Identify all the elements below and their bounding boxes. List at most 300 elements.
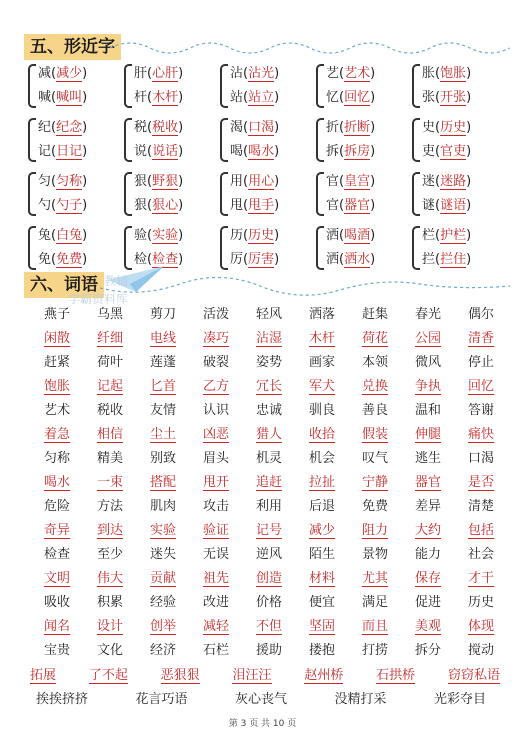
similar-chars-row xyxy=(28,168,508,220)
brace-mark xyxy=(316,172,324,216)
vocabulary-word: 泪汪汪 xyxy=(232,664,271,684)
char: 免 xyxy=(38,252,52,267)
vocabulary-word-text: 验证 xyxy=(202,522,229,538)
char: 站 xyxy=(230,90,244,105)
similar-chars-group xyxy=(220,60,316,112)
vocabulary-word xyxy=(246,615,292,634)
char: 谜 xyxy=(422,198,436,213)
vocabulary-word: 宝贵 xyxy=(43,642,70,658)
vocabulary-word xyxy=(140,327,186,346)
similar-char-line: 洒(洒水) xyxy=(326,252,376,267)
char: 迷 xyxy=(422,174,436,189)
vocabulary-row xyxy=(34,300,504,324)
vocabulary-word: 攻击 xyxy=(202,498,229,514)
example-word: 说话 xyxy=(152,144,179,159)
vocabulary-word-text: 凑巧 xyxy=(202,330,229,346)
example-word: 站立 xyxy=(248,90,275,105)
vocabulary-word: 匀称 xyxy=(43,450,70,466)
similar-char-line: 栏(护栏) xyxy=(422,228,472,243)
vocabulary-row xyxy=(34,372,504,396)
vocabulary-row xyxy=(34,348,504,372)
vocabulary-word xyxy=(140,567,186,586)
vocabulary-word: 莲蓬 xyxy=(149,354,176,370)
vocabulary-word: 经验 xyxy=(149,594,176,610)
vocabulary-word: 景物 xyxy=(361,546,388,562)
similar-chars-group xyxy=(412,222,508,274)
similar-char-line: 史(历史) xyxy=(422,120,472,135)
vocabulary-word-text: 实验 xyxy=(149,522,176,538)
vocabulary-word xyxy=(34,471,80,490)
vocabulary-word xyxy=(458,567,504,586)
vocabulary-row xyxy=(34,540,504,564)
vocabulary-word xyxy=(299,471,345,490)
vocabulary-word: 挨挨挤挤 xyxy=(36,692,89,707)
vocabulary-word-text: 一束 xyxy=(96,474,123,490)
vocabulary-word xyxy=(246,519,292,538)
vocabulary-word-text: 体现 xyxy=(467,618,494,634)
similar-char-line: 吏(官吏) xyxy=(422,144,472,159)
vocabulary-word-text: 器官 xyxy=(414,474,441,490)
vocabulary-row xyxy=(34,420,504,444)
char: 胀 xyxy=(422,66,436,81)
vocabulary-word: 答谢 xyxy=(467,402,494,418)
example-word: 艺术 xyxy=(344,66,371,81)
vocabulary-word-text: 冗长 xyxy=(255,378,282,394)
vocabulary-word: 搅动 xyxy=(467,642,494,658)
vocabulary-word: 改进 xyxy=(202,594,229,610)
vocabulary-word xyxy=(458,471,504,490)
char: 折 xyxy=(326,120,340,135)
vocabulary-word: 姿势 xyxy=(255,354,282,370)
example-word: 开张 xyxy=(440,90,467,105)
vocabulary-word-text: 美观 xyxy=(414,618,441,634)
vocabulary-word-text: 尘土 xyxy=(149,426,176,442)
vocabulary-word: 精美 xyxy=(96,450,123,466)
vocabulary-word-text: 公园 xyxy=(414,330,441,346)
vocabulary-word-text: 甩开 xyxy=(202,474,229,490)
vocabulary-word-text: 记号 xyxy=(255,522,282,538)
brace-mark xyxy=(220,226,228,270)
similar-chars-group xyxy=(316,60,412,112)
char: 官 xyxy=(326,174,340,189)
vocabulary-word: 没精打采 xyxy=(334,692,387,707)
vocabulary-word: 机灵 xyxy=(255,450,282,466)
vocabulary-word xyxy=(193,423,239,442)
vocabulary-word: 差异 xyxy=(414,498,441,514)
vocabulary-word xyxy=(87,375,133,394)
vocabulary-row xyxy=(34,468,504,492)
char: 喝 xyxy=(230,144,244,159)
vocabulary-row xyxy=(34,324,504,348)
vocabulary-word-text: 大约 xyxy=(414,522,441,538)
char: 拆 xyxy=(326,144,340,159)
vocabulary-word xyxy=(458,327,504,346)
similar-char-line: 勺(勺子) xyxy=(38,198,88,213)
brace-mark xyxy=(124,118,132,162)
vocabulary-word xyxy=(34,375,80,394)
example-word: 器官 xyxy=(344,198,371,213)
similar-chars-group xyxy=(28,114,124,166)
vocabulary-word: 促进 xyxy=(414,594,441,610)
vocabulary-word xyxy=(34,327,80,346)
vocabulary-word-text: 假装 xyxy=(361,426,388,442)
similar-char-line: 迷(迷路) xyxy=(422,174,472,189)
vocabulary-word: 清楚 xyxy=(467,498,494,514)
watermark-line1: 教辅 xyxy=(104,274,129,288)
brace-mark xyxy=(124,64,132,108)
char: 张 xyxy=(422,90,436,105)
brace-mark xyxy=(28,226,36,270)
vocabulary-word: 别致 xyxy=(149,450,176,466)
vocabulary-word xyxy=(405,615,451,634)
vocabulary-word xyxy=(87,567,133,586)
vocabulary-word: 灰心丧气 xyxy=(234,692,287,707)
similar-chars-group xyxy=(316,114,412,166)
vocabulary-word: 艺术 xyxy=(43,402,70,418)
vocabulary-word-text: 争执 xyxy=(414,378,441,394)
similar-chars-group xyxy=(316,222,412,274)
vocabulary-word-text: 军犬 xyxy=(308,378,335,394)
vocabulary-word: 燕子 xyxy=(43,306,70,322)
vocabulary-word: 文化 xyxy=(96,642,123,658)
vocabulary-word: 积累 xyxy=(96,594,123,610)
vocabulary-word xyxy=(352,375,398,394)
vocabulary-row xyxy=(34,636,504,660)
vocabulary-word: 驯良 xyxy=(308,402,335,418)
vocabulary-word: 了不起 xyxy=(89,664,128,684)
similar-chars-group xyxy=(124,60,220,112)
vocabulary-word-text: 祖先 xyxy=(202,570,229,586)
similar-char-line: 杆(木杆) xyxy=(134,90,184,105)
vocabulary-word: 温和 xyxy=(414,402,441,418)
vocabulary-word: 迷失 xyxy=(149,546,176,562)
vocabulary-word-text: 伟大 xyxy=(96,570,123,586)
section-title-vocabulary: 六、词语 xyxy=(24,272,104,298)
example-word: 迷路 xyxy=(440,174,467,189)
brace-mark xyxy=(316,226,324,270)
vocabulary-list xyxy=(34,300,504,660)
vocabulary-word: 利用 xyxy=(255,498,282,514)
similar-char-line: 免(免费) xyxy=(38,252,88,267)
char: 喊 xyxy=(38,90,52,105)
example-word: 回忆 xyxy=(344,90,371,105)
char: 兔 xyxy=(38,228,52,243)
similar-chars-group xyxy=(412,168,508,220)
vocabulary-word-text: 才干 xyxy=(467,570,494,586)
char: 历 xyxy=(230,228,244,243)
example-word: 野狠 xyxy=(152,174,179,189)
char: 用 xyxy=(230,174,244,189)
char: 艺 xyxy=(326,66,340,81)
vocabulary-word-text: 减轻 xyxy=(202,618,229,634)
char: 勺 xyxy=(38,198,52,213)
brace-mark xyxy=(220,172,228,216)
vocabulary-word xyxy=(193,327,239,346)
vocabulary-word xyxy=(458,615,504,634)
char: 狠 xyxy=(134,174,148,189)
example-word: 检查 xyxy=(152,252,179,267)
example-word: 木杆 xyxy=(152,90,179,105)
example-word: 实验 xyxy=(152,228,179,243)
brace-mark xyxy=(316,118,324,162)
example-word: 官吏 xyxy=(440,144,467,159)
vocabulary-word-text: 文明 xyxy=(43,570,70,586)
char: 厉 xyxy=(230,252,244,267)
char: 肝 xyxy=(134,66,148,81)
similar-chars-grid xyxy=(28,60,508,276)
vocabulary-word xyxy=(405,567,451,586)
similar-chars-group xyxy=(28,168,124,220)
char: 栏 xyxy=(422,228,436,243)
vocabulary-word xyxy=(34,519,80,538)
vocabulary-word: 社会 xyxy=(467,546,494,562)
vocabulary-word xyxy=(193,519,239,538)
brace-mark xyxy=(28,172,36,216)
vocabulary-word: 肌肉 xyxy=(149,498,176,514)
char: 验 xyxy=(134,228,148,243)
vocabulary-row xyxy=(34,516,504,540)
similar-char-line: 匀(匀称) xyxy=(38,174,88,189)
char: 官 xyxy=(326,198,340,213)
similar-chars-group xyxy=(412,114,508,166)
vocabulary-word-text: 是否 xyxy=(467,474,494,490)
char: 洒 xyxy=(326,228,340,243)
similar-char-line: 渴(口渴) xyxy=(230,120,280,135)
similar-char-line: 肝(心肝) xyxy=(134,66,184,81)
similar-char-line: 艺(艺术) xyxy=(326,66,376,81)
vocabulary-word: 石栏 xyxy=(202,642,229,658)
similar-char-line: 验(实验) xyxy=(134,228,184,243)
vocabulary-word xyxy=(193,375,239,394)
similar-chars-row xyxy=(28,60,508,112)
similar-char-line: 记(日记) xyxy=(38,144,88,159)
brace-mark xyxy=(316,64,324,108)
vocabulary-word xyxy=(34,423,80,442)
similar-char-line: 官(皇宫) xyxy=(326,174,376,189)
similar-char-line: 胀(饱胀) xyxy=(422,66,472,81)
vocabulary-word xyxy=(352,423,398,442)
vocabulary-word-text: 闻名 xyxy=(43,618,70,634)
vocabulary-word xyxy=(193,471,239,490)
vocabulary-word: 经济 xyxy=(149,642,176,658)
vocabulary-word xyxy=(458,423,504,442)
similar-char-line: 沾(沾光) xyxy=(230,66,280,81)
vocabulary-word xyxy=(140,375,186,394)
example-word: 纪念 xyxy=(56,120,83,135)
example-word: 皇宫 xyxy=(344,174,371,189)
vocabulary-word-text: 纤细 xyxy=(96,330,123,346)
similar-char-line: 用(用心) xyxy=(230,174,280,189)
example-word: 狠心 xyxy=(152,198,179,213)
vocabulary-word-text: 电线 xyxy=(149,330,176,346)
vocabulary-word: 搂抱 xyxy=(308,642,335,658)
example-word: 减少 xyxy=(56,66,83,81)
vocabulary-word: 洒落 xyxy=(308,306,335,322)
vocabulary-word xyxy=(246,375,292,394)
example-word: 勺子 xyxy=(56,198,83,213)
vocabulary-word xyxy=(299,327,345,346)
vocabulary-word-text: 收拾 xyxy=(308,426,335,442)
example-word: 厉害 xyxy=(248,252,275,267)
vocabulary-word-text: 记起 xyxy=(96,378,123,394)
example-word: 折断 xyxy=(344,120,371,135)
vocabulary-word: 拆分 xyxy=(414,642,441,658)
example-word: 喝水 xyxy=(248,144,275,159)
vocabulary-word-text: 猎人 xyxy=(255,426,282,442)
vocabulary-word xyxy=(405,327,451,346)
vocabulary-word: 满足 xyxy=(361,594,388,610)
vocabulary-word-text: 材料 xyxy=(308,570,335,586)
similar-char-line: 纪(纪念) xyxy=(38,120,88,135)
vocabulary-word: 机会 xyxy=(308,450,335,466)
vocabulary-word-text: 着急 xyxy=(43,426,70,442)
similar-char-line: 折(折断) xyxy=(326,120,376,135)
example-word: 日记 xyxy=(56,144,83,159)
vocabulary-row xyxy=(34,396,504,420)
example-word: 谜语 xyxy=(440,198,467,213)
vocabulary-row xyxy=(34,588,504,612)
char: 洒 xyxy=(326,252,340,267)
vocabulary-word xyxy=(405,423,451,442)
vocabulary-word: 税收 xyxy=(96,402,123,418)
section-title-similar-chars: 五、形近字 xyxy=(24,34,121,60)
vocabulary-word-text: 尤其 xyxy=(361,570,388,586)
vocabulary-word: 偶尔 xyxy=(467,306,494,322)
vocabulary-word: 吸收 xyxy=(43,594,70,610)
vocabulary-word: 忠诚 xyxy=(255,402,282,418)
vocabulary-word: 免费 xyxy=(361,498,388,514)
vocabulary-row xyxy=(34,612,504,636)
vocabulary-word-text: 搭配 xyxy=(149,474,176,490)
vocabulary-word-text: 包括 xyxy=(467,522,494,538)
similar-chars-row xyxy=(28,114,508,166)
similar-char-line: 洒(喝酒) xyxy=(326,228,376,243)
vocabulary-word-text: 喝水 xyxy=(43,474,70,490)
vocabulary-word: 剪刀 xyxy=(149,306,176,322)
vocabulary-word xyxy=(352,519,398,538)
similar-char-line: 检(检查) xyxy=(134,252,184,267)
vocabulary-word-text: 到达 xyxy=(96,522,123,538)
vocabulary-word-text: 凶恶 xyxy=(202,426,229,442)
vocabulary-word xyxy=(458,375,504,394)
vocabulary-word xyxy=(299,375,345,394)
vocabulary-word-text: 而且 xyxy=(361,618,388,634)
vocabulary-word: 光彩夺目 xyxy=(433,692,486,707)
vocabulary-word: 价格 xyxy=(255,594,282,610)
similar-chars-group xyxy=(412,60,508,112)
vocabulary-word xyxy=(34,615,80,634)
vocabulary-word xyxy=(246,327,292,346)
vocabulary-word xyxy=(87,327,133,346)
brace-mark xyxy=(28,118,36,162)
watermark-line2: 学霸资料库 xyxy=(68,292,129,306)
char: 狠 xyxy=(134,198,148,213)
similar-chars-group xyxy=(124,114,220,166)
vocabulary-word-text: 兑换 xyxy=(361,378,388,394)
char: 记 xyxy=(38,144,52,159)
char: 说 xyxy=(134,144,148,159)
char: 甩 xyxy=(230,198,244,213)
vocabulary-word-text: 保存 xyxy=(414,570,441,586)
example-word: 拆房 xyxy=(344,144,371,159)
vocabulary-word: 能力 xyxy=(414,546,441,562)
vocabulary-word xyxy=(299,615,345,634)
vocabulary-word: 破裂 xyxy=(202,354,229,370)
vocabulary-word xyxy=(299,423,345,442)
vocabulary-word-text: 设计 xyxy=(96,618,123,634)
vocabulary-word xyxy=(352,327,398,346)
char: 沾 xyxy=(230,66,244,81)
brace-mark xyxy=(28,64,36,108)
similar-char-line: 喊(喊叫) xyxy=(38,90,88,105)
vocabulary-word: 方法 xyxy=(96,498,123,514)
vocabulary-word-text: 不但 xyxy=(255,618,282,634)
vocabulary-word-text: 创造 xyxy=(255,570,282,586)
similar-char-line: 喝(喝水) xyxy=(230,144,280,159)
vocabulary-word xyxy=(87,423,133,442)
example-word: 历史 xyxy=(440,120,467,135)
similar-char-line: 拦(拦住) xyxy=(422,252,472,267)
similar-chars-group xyxy=(28,60,124,112)
similar-chars-group xyxy=(220,114,316,166)
vocabulary-word-text: 乙方 xyxy=(202,378,229,394)
char: 渴 xyxy=(230,120,244,135)
similar-chars-group xyxy=(220,222,316,274)
vocabulary-word: 轻风 xyxy=(255,306,282,322)
vocabulary-word-text: 坚固 xyxy=(308,618,335,634)
brace-mark xyxy=(124,172,132,216)
page-footer: 第 3 页 共 10 页 xyxy=(228,719,297,729)
vocabulary-word xyxy=(352,471,398,490)
vocabulary-word xyxy=(140,423,186,442)
brace-mark xyxy=(220,64,228,108)
similar-chars-group xyxy=(316,168,412,220)
vocabulary-word: 善良 xyxy=(361,402,388,418)
vocabulary-word xyxy=(34,567,80,586)
similar-chars-group xyxy=(220,168,316,220)
vocabulary-word-text: 荷花 xyxy=(361,330,388,346)
vocabulary-word: 窃窃私语 xyxy=(448,664,500,684)
brace-mark xyxy=(412,64,420,108)
vocabulary-word-text: 贡献 xyxy=(149,570,176,586)
vocabulary-word: 花言巧语 xyxy=(135,692,188,707)
vocabulary-row-long-black xyxy=(36,688,486,707)
example-word: 甩手 xyxy=(248,198,275,213)
vocabulary-word: 微风 xyxy=(414,354,441,370)
similar-char-line: 拆(拆房) xyxy=(326,144,376,159)
similar-char-line: 狠(野狠) xyxy=(134,174,184,189)
similar-char-line: 忆(回忆) xyxy=(326,90,376,105)
similar-char-line: 甩(甩手) xyxy=(230,198,280,213)
char: 匀 xyxy=(38,174,52,189)
vocabulary-word: 赶集 xyxy=(361,306,388,322)
example-word: 洒水 xyxy=(344,252,371,267)
vocabulary-word: 叹气 xyxy=(361,450,388,466)
example-word: 沾光 xyxy=(248,66,275,81)
vocabulary-word-text: 阻力 xyxy=(361,522,388,538)
vocabulary-word xyxy=(246,423,292,442)
vocabulary-word xyxy=(87,615,133,634)
vocabulary-word xyxy=(246,567,292,586)
vocabulary-word: 停止 xyxy=(467,354,494,370)
example-word: 心肝 xyxy=(152,66,179,81)
vocabulary-word: 无误 xyxy=(202,546,229,562)
vocabulary-word: 陌生 xyxy=(308,546,335,562)
brace-mark xyxy=(220,118,228,162)
vocabulary-word xyxy=(458,519,504,538)
vocabulary-word xyxy=(352,567,398,586)
vocabulary-word-text: 追赶 xyxy=(255,474,282,490)
